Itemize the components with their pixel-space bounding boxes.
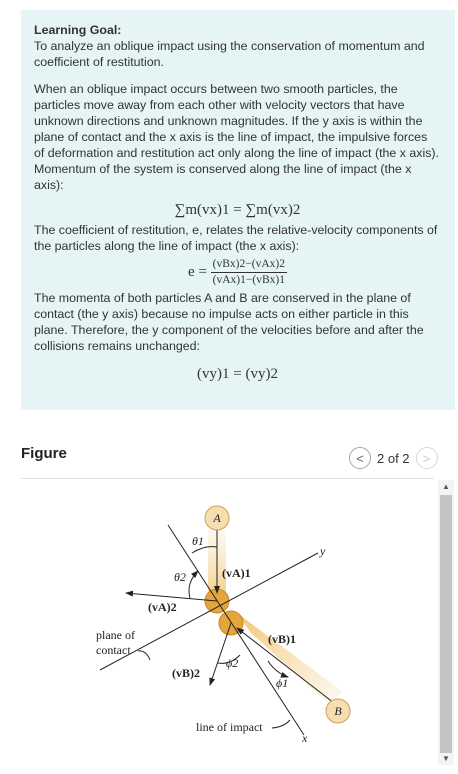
phi1-label: ϕ1 [276, 676, 289, 690]
learning-goal-paragraph-1: When an oblique impact occurs between two smooth particles, the particles move away from each other with velocity vectors that have unknown directions and unknown magnitudes. If the y axis is within the plane of contact and the x axis is the line of impact, the impulsive forces of deformation and restitution act only along the line of impact (the x axis). Momentum of the system is conserved along the line of impact (the x axis): [34, 82, 439, 192]
learning-goal-paragraph-3: The momenta of both particles A and B are conserved in the plane of contact (the y axis) because no impulse acts on either particle in this plane. Therefore, the y component of the velocities before and after the collisions remains unchanged: [34, 291, 424, 353]
x-axis-label: x [302, 731, 308, 745]
equation-restitution-denominator: (vAx)1−(vBx)1 [212, 274, 285, 286]
figure-scrollbar-thumb[interactable] [440, 495, 452, 753]
vb2-label: (vB)2 [172, 666, 200, 680]
vector-vb2 [210, 623, 231, 685]
figure-pager [349, 446, 438, 470]
theta2-label: θ2 [174, 570, 186, 584]
equation-restitution-numerator: (vBx)2−(vAx)2 [211, 258, 287, 273]
equation-momentum-text: ∑m(vx)1 = ∑m(vx)2 [174, 202, 301, 218]
va1-label: (vA)1 [222, 566, 251, 580]
learning-goal-paragraph-2: The coefficient of restitution, e, relates the relative-velocity components of the particles along the line of impact (the x axis): [34, 223, 438, 253]
line-of-impact-line [168, 525, 304, 735]
equation-momentum [34, 202, 441, 222]
chevron-right-icon: > [422, 450, 431, 466]
vb1-label: (vB)1 [268, 632, 296, 646]
va2-label: (vA)2 [148, 600, 177, 614]
oblique-impact-diagram [80, 495, 380, 755]
learning-goal-heading: Learning Goal: [34, 23, 122, 37]
y-axis-label: y [320, 544, 326, 558]
particle-b-trail [237, 613, 342, 705]
equation-restitution-lhs: e = [188, 263, 207, 280]
equation-y-velocity [34, 366, 441, 388]
figure-heading: Figure [21, 445, 67, 462]
particle-b-label: B [334, 704, 342, 718]
previous-figure-button[interactable] [349, 447, 371, 469]
equation-restitution-fraction [211, 258, 287, 287]
scroll-down-icon[interactable]: ▼ [442, 754, 450, 763]
line-of-impact-leader [272, 720, 290, 728]
phi2-label: ϕ2 [226, 656, 239, 670]
scroll-up-icon[interactable]: ▲ [442, 482, 450, 491]
plane-of-contact-label-line2: contact [96, 643, 131, 657]
chevron-left-icon: < [356, 450, 364, 466]
learning-goal-panel [21, 10, 455, 410]
particle-a-label: A [213, 511, 221, 525]
equation-restitution [34, 258, 441, 290]
theta1-label: θ1 [192, 534, 204, 548]
equation-y-velocity-text: (vy)1 = (vy)2 [197, 366, 278, 382]
next-figure-button[interactable] [416, 447, 438, 469]
page-indicator: 2 of 2 [377, 450, 410, 466]
line-of-impact-label: line of impact [196, 720, 263, 734]
learning-goal-intro: To analyze an oblique impact using the conservation of momentum and coefficient of restitution. [34, 39, 425, 69]
plane-of-contact-label-line1: plane of [96, 628, 135, 642]
figure-divider [21, 478, 434, 479]
theta2-arc [189, 571, 198, 598]
plane-of-contact-leader [138, 651, 150, 660]
